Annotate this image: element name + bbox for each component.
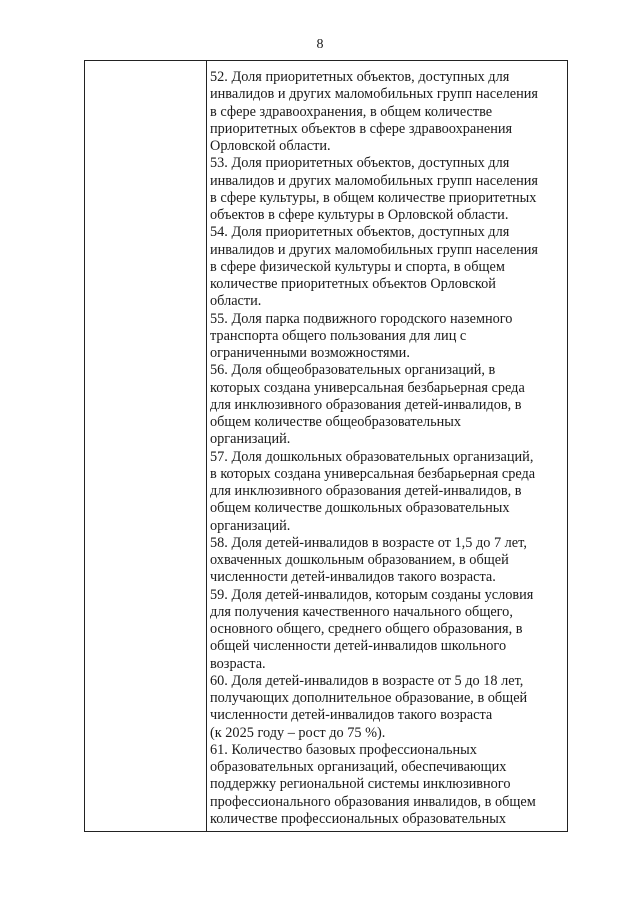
indicator-59: 59. Доля детей-инвалидов, которым созданы условия для получения качественного начального общего, основного общего, среднего общего образования, в общей численности детей-инвалидов школьного возраста. <box>210 586 534 672</box>
indicator-53: 53. Доля приоритетных объектов, доступных для инвалидов и других маломобильных групп населения в сфере культуры, в общем количестве приоритетных объектов в сфере культуры в Орловской области. <box>210 155 538 223</box>
indicator-61: 61. Количество базовых профессиональных образовательных организаций, обеспечивающих поддержку региональной системы инклюзивного профессионального образования инвалидов, в общем количестве профессиональных образовательных <box>210 741 536 827</box>
document-table <box>84 60 568 832</box>
indicator-55: 55. Доля парка подвижного городского наземного транспорта общего пользования для лиц с ограниченными возможностями. <box>210 310 513 361</box>
table-right-cell <box>207 61 567 831</box>
indicator-58: 58. Доля детей-инвалидов в возрасте от 1,5 до 7 лет, охваченных дошкольным образованием, в общей численности детей-инвалидов такого возраста. <box>210 534 527 586</box>
indicator-52: 52. Доля приоритетных объектов, доступных для инвалидов и других маломобильных групп населения в сфере здравоохранения, в общем количестве приоритетных объектов в сфере здравоохранения Орловской области. <box>210 69 538 154</box>
indicator-56: 56. Доля общеобразовательных организаций, в которых создана универсальная безбарьерная среда для инклюзивного образования детей-инвалидов, в общем количестве общеобразовательных организаций. <box>210 362 525 448</box>
table-left-cell <box>85 61 207 831</box>
indicator-57: 57. Доля дошкольных образовательных организаций, в которых создана универсальная безбарьерная среда для инклюзивного образования детей-инвалидов, в общем количестве дошкольных образовательных организаций. <box>210 448 536 534</box>
indicator-60: 60. Доля детей-инвалидов в возрасте от 5 до 18 лет, получающих дополнительное образование, в общей численности детей-инвалидов такого возраста (к 2025 году – рост до 75 %). <box>210 672 528 741</box>
page-number: 8 <box>316 37 324 52</box>
indicator-54: 54. Доля приоритетных объектов, доступных для инвалидов и других маломобильных групп населения в сфере физической культуры и спорта, в общем количестве приоритетных объектов Орловской области. <box>210 224 538 310</box>
